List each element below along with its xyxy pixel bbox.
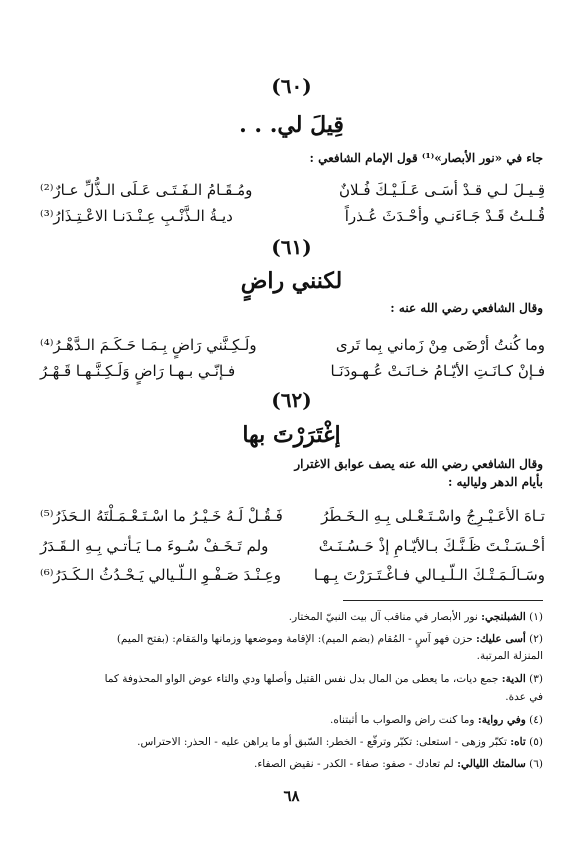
verse-second-hemistich: فـإنّـي بـهـا رَاضٍ وَلَـكِـنَّـهـا قَـهْـرُ bbox=[40, 362, 236, 380]
footnote-text: حزن فهو آسٍ - المُقام (بضم الميم): الإقامة وموضعها وزمانها والمَقام: (بفتح الميم) bbox=[116, 633, 477, 645]
footnote-text: وما كنت راض والصواب ما أثبتناه. bbox=[330, 714, 478, 726]
footnote bbox=[38, 672, 543, 687]
verse-second-hemistich: وعِـنْـدَ صَـفْـوِ الـلّـيالي يَـحْـدُثُ الـكَـدَرُ⁽⁶⁾ bbox=[40, 566, 281, 584]
footnote-term: الشبلنجي: bbox=[481, 611, 526, 623]
page-number: ٦٨ bbox=[283, 787, 300, 805]
footnote bbox=[38, 713, 543, 728]
footnote bbox=[38, 735, 543, 750]
poem-intro: وقال الشافعي رضي الله عنه يصف عوابق الاغترار bbox=[294, 457, 543, 471]
footnote bbox=[38, 610, 543, 625]
verse-line bbox=[40, 504, 545, 528]
footnote-text: تكبّر وزهى - استعلى: تكبّر وترفّع - الخطر: السّبق أو ما يراهن عليه - الحذر: الاحتراس. bbox=[137, 736, 511, 748]
footnote-continuation: في عدة. bbox=[505, 691, 543, 703]
footnote bbox=[38, 632, 543, 647]
poem-intro-continued: بأيام الدهر ولياليه : bbox=[447, 475, 543, 489]
poem-number: (٦١) bbox=[271, 235, 312, 259]
verse-first-hemistich: فـإنْ كـانَـتِ الأيّـامُ خـانَـتْ عُـهـودَنَـا bbox=[330, 362, 545, 380]
verse-second-hemistich: ولَـكِـنَّني رَاضٍ بِـمَـا حَـكَـمَ الـدَّهْـرُ⁽⁴⁾ bbox=[40, 336, 257, 354]
verse-first-hemistich: قِـيـلَ لـي قـدْ أسَـى عَـلَـيْـكَ فُـلانٌ bbox=[338, 181, 545, 199]
footnote-marker: (٢) bbox=[529, 633, 543, 645]
footnote-text: لم تعادك - صفو: صفاء - الكدر - نقيض الصفاء. bbox=[254, 758, 458, 770]
verse-line bbox=[40, 333, 545, 357]
poem-number: (٦٠) bbox=[271, 74, 312, 98]
verse-first-hemistich: قُـلـتُ قَـدْ جَـاءَنـي وأحْـدَثَ عُـذراً bbox=[344, 207, 545, 225]
footnote-marker: (٦) bbox=[529, 758, 543, 770]
footnote-term: وفي رواية: bbox=[477, 714, 526, 726]
poem-intro: جاء في «نور الأبصار»⁽¹⁾ قول الإمام الشافعي : bbox=[309, 151, 543, 165]
poem-number: (٦٢) bbox=[271, 388, 312, 412]
footnote-marker: (١) bbox=[529, 611, 543, 623]
footnote-term: أسى عليك: bbox=[476, 633, 526, 645]
footnote-text: جمع ديات، ما يعطى من المال بدل نفس القتيل وأصلها ودي والتاء عوض الواو المحذوفة كما bbox=[104, 673, 502, 685]
verse-line bbox=[40, 359, 545, 383]
footnote-text: نور الأبصار في مناقب آل بيت النبيّ المختار. bbox=[288, 611, 482, 623]
verse-first-hemistich: تـاهَ الأعَـيْـرِجُ واسْـتَـعْـلى بِـهِ الـخَـطَرُ bbox=[321, 507, 545, 525]
footnote-term: سالمتك الليالي: bbox=[457, 758, 526, 770]
footnote-continuation: المنزلة المرتبة. bbox=[476, 650, 543, 662]
footnote-term: الدية: bbox=[501, 673, 526, 685]
verse-second-hemistich: ولم تَـخَـفْ سُـوءَ مـا يَـأتـي بِـهِ الـقَـدَرُ bbox=[40, 537, 269, 555]
verse-first-hemistich: وما كُنتُ أرْضَى مِنْ زَماني بِما تَرى bbox=[335, 336, 545, 354]
verse-line bbox=[40, 204, 545, 228]
footnote-marker: (٤) bbox=[529, 714, 543, 726]
poem-title: قِيلَ لي. . . bbox=[239, 112, 344, 138]
footnote-marker: (٥) bbox=[529, 736, 543, 748]
verse-line bbox=[40, 534, 545, 558]
footnote-separator bbox=[343, 600, 543, 601]
verse-line bbox=[40, 563, 545, 587]
verse-second-hemistich: ومُـقَـامُ الـفَـتَـى عَـلَى الـذُّلِّ عـارٌ⁽²⁾ bbox=[40, 181, 253, 199]
poem-title: إغْتَرَرْتَ بها bbox=[242, 422, 341, 448]
verse-second-hemistich: فَـقُـلْ لَـهُ خَـيْـرُ ما اسْـتَـعْـمَـلْتَهُ الـحَذَرُ⁽⁵⁾ bbox=[40, 507, 283, 525]
footnote-marker: (٣) bbox=[529, 673, 543, 685]
verse-first-hemistich: أحْـسَـنْـتَ ظَـنَّـكَ بـالأيّـامِ إذْ حَـسُـنَـتْ bbox=[318, 537, 545, 555]
footnote bbox=[38, 757, 543, 772]
footnote-term: تاه: bbox=[510, 736, 526, 748]
verse-first-hemistich: وسَـالَـمَـتْـكَ الـلّـيـالي فـاغْـتَـرَرْتَ بِـهـا bbox=[313, 566, 545, 584]
verse-second-hemistich: ديـةُ الـذَّنْـبِ عِـنْـدَنـا الاعْـتِـذَارُ⁽³⁾ bbox=[40, 207, 233, 225]
poem-title: لكنني راضٍ bbox=[240, 268, 343, 294]
verse-line bbox=[40, 178, 545, 202]
poem-intro: وقال الشافعي رضي الله عنه : bbox=[390, 301, 543, 315]
